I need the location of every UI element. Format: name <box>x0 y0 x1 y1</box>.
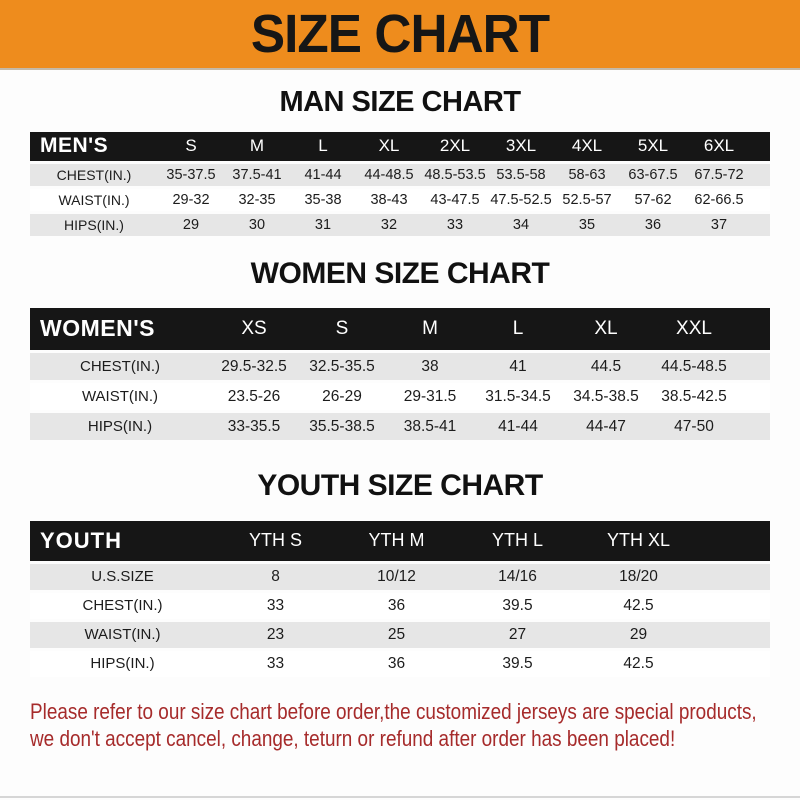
column-header: S <box>298 308 386 352</box>
size-cell: 35-37.5 <box>166 166 216 183</box>
column-header: S <box>158 132 224 162</box>
table-row <box>30 412 770 442</box>
man-size-chart-heading: MAN SIZE CHART <box>279 86 521 118</box>
column-header: 4XL <box>554 132 620 162</box>
header-spacer <box>699 521 770 562</box>
table-row <box>30 352 770 382</box>
size-cell: 47.5-52.5 <box>490 191 552 208</box>
size-cell: 63-67.5 <box>628 166 678 183</box>
size-cell: 39.5 <box>502 596 533 614</box>
table-title: MEN'S <box>30 132 158 162</box>
size-cell: 62-66.5 <box>694 191 744 208</box>
size-cell: 47-50 <box>674 417 714 435</box>
size-cell: 27 <box>508 625 527 643</box>
row-label: HIPS(IN.) <box>87 418 153 435</box>
header-spacer <box>752 132 770 162</box>
banner-title: SIZE CHART <box>250 4 550 64</box>
column-header: 5XL <box>620 132 686 162</box>
women-size-chart-section <box>0 257 800 444</box>
row-label: HIPS(IN.) <box>64 216 124 233</box>
size-cell: 18/20 <box>619 567 658 585</box>
size-cell: 36 <box>387 596 406 614</box>
size-cell: 33 <box>266 654 285 672</box>
row-spacer <box>699 649 770 678</box>
row-label: WAIST(IN.) <box>81 388 159 405</box>
column-header: YTH XL <box>578 521 699 562</box>
womens-size-table <box>30 308 770 444</box>
note-line-2: we don't accept cancel, change, teturn or refund after order has been placed! <box>30 725 676 751</box>
size-cell: 29-32 <box>172 191 210 208</box>
row-spacer <box>752 212 770 237</box>
size-cell: 41-44 <box>498 417 538 435</box>
table-row <box>30 591 770 620</box>
size-cell: 29.5-32.5 <box>221 357 287 375</box>
youth-size-table <box>30 521 770 680</box>
size-cell: 23 <box>266 625 285 643</box>
table-title: YOUTH <box>30 521 215 562</box>
row-spacer <box>752 187 770 212</box>
table-row <box>30 187 770 212</box>
size-cell: 39.5 <box>502 654 533 672</box>
mens-size-table <box>30 132 770 239</box>
column-header: YTH L <box>457 521 578 562</box>
size-cell: 25 <box>387 625 406 643</box>
row-label: CHEST(IN.) <box>80 358 160 375</box>
column-header: YTH S <box>215 521 336 562</box>
column-header: XL <box>562 308 650 352</box>
size-cell: 33 <box>446 216 464 233</box>
size-cell: 38-43 <box>370 191 408 208</box>
size-cell: 38 <box>421 357 439 375</box>
youth-size-chart-section <box>0 469 800 680</box>
row-label: HIPS(IN.) <box>90 655 155 672</box>
size-cell: 38.5-41 <box>403 417 457 435</box>
column-header: M <box>386 308 474 352</box>
column-header: L <box>474 308 562 352</box>
size-chart-banner <box>0 0 800 70</box>
note-line-1: Please refer to our size chart before order,the customized jerseys are special products, <box>30 698 757 724</box>
row-label: WAIST(IN.) <box>58 191 130 208</box>
size-cell: 37 <box>710 216 728 233</box>
row-label: WAIST(IN.) <box>84 626 161 643</box>
man-size-chart-section <box>0 86 800 239</box>
table-row <box>30 562 770 591</box>
row-spacer <box>738 382 770 412</box>
size-cell: 44-47 <box>586 417 626 435</box>
size-cell: 35 <box>578 216 596 233</box>
size-cell: 35-38 <box>304 191 342 208</box>
size-cell: 42.5 <box>623 596 654 614</box>
size-cell: 58-63 <box>568 166 606 183</box>
size-cell: 38.5-42.5 <box>661 387 727 405</box>
size-cell: 43-47.5 <box>430 191 480 208</box>
table-row <box>30 212 770 237</box>
row-label: U.S.SIZE <box>91 568 154 585</box>
row-spacer <box>699 562 770 591</box>
size-cell: 42.5 <box>623 654 654 672</box>
size-cell: 34 <box>512 216 530 233</box>
row-spacer <box>738 352 770 382</box>
column-header: M <box>224 132 290 162</box>
column-header: 2XL <box>422 132 488 162</box>
size-cell: 33 <box>266 596 285 614</box>
size-cell: 36 <box>644 216 662 233</box>
size-cell: 44.5 <box>590 357 622 375</box>
size-cell: 44-48.5 <box>364 166 414 183</box>
size-cell: 44.5-48.5 <box>661 357 727 375</box>
size-cell: 14/16 <box>498 567 537 585</box>
column-header: 6XL <box>686 132 752 162</box>
row-label: CHEST(IN.) <box>56 166 132 183</box>
size-cell: 36 <box>387 654 406 672</box>
size-cell: 29 <box>182 216 200 233</box>
size-cell: 48.5-53.5 <box>424 166 486 183</box>
size-cell: 29 <box>629 625 648 643</box>
column-header: XL <box>356 132 422 162</box>
size-cell: 41 <box>509 357 527 375</box>
size-cell: 35.5-38.5 <box>309 417 375 435</box>
column-header: XS <box>210 308 298 352</box>
table-title: WOMEN'S <box>30 308 210 352</box>
size-cell: 37.5-41 <box>232 166 282 183</box>
size-cell: 26-29 <box>322 387 362 405</box>
youth-size-chart-heading: YOUTH SIZE CHART <box>257 469 543 502</box>
column-header: 3XL <box>488 132 554 162</box>
row-label: CHEST(IN.) <box>82 597 163 614</box>
size-cell: 8 <box>271 567 280 585</box>
size-cell: 41-44 <box>304 166 342 183</box>
size-cell: 32.5-35.5 <box>309 357 375 375</box>
size-cell: 52.5-57 <box>562 191 612 208</box>
table-row <box>30 649 770 678</box>
row-spacer <box>699 591 770 620</box>
table-row <box>30 162 770 187</box>
footer-note <box>30 698 757 752</box>
column-header: XXL <box>650 308 738 352</box>
table-row <box>30 620 770 649</box>
size-cell: 32-35 <box>238 191 276 208</box>
header-spacer <box>738 308 770 352</box>
size-cell: 31.5-34.5 <box>485 387 551 405</box>
size-cell: 53.5-58 <box>496 166 546 183</box>
women-size-chart-heading: WOMEN SIZE CHART <box>250 256 550 290</box>
column-header: YTH M <box>336 521 457 562</box>
size-cell: 34.5-38.5 <box>573 387 639 405</box>
size-cell: 33-35.5 <box>227 417 281 435</box>
table-row <box>30 382 770 412</box>
size-cell: 23.5-26 <box>227 387 281 405</box>
row-spacer <box>699 620 770 649</box>
size-cell: 10/12 <box>377 567 416 585</box>
size-cell: 32 <box>380 216 398 233</box>
bottom-divider <box>0 796 800 798</box>
size-cell: 31 <box>314 216 332 233</box>
size-cell: 67.5-72 <box>694 166 744 183</box>
size-cell: 29-31.5 <box>403 387 457 405</box>
size-cell: 30 <box>248 216 266 233</box>
row-spacer <box>738 412 770 442</box>
column-header: L <box>290 132 356 162</box>
size-cell: 57-62 <box>634 191 672 208</box>
row-spacer <box>752 162 770 187</box>
